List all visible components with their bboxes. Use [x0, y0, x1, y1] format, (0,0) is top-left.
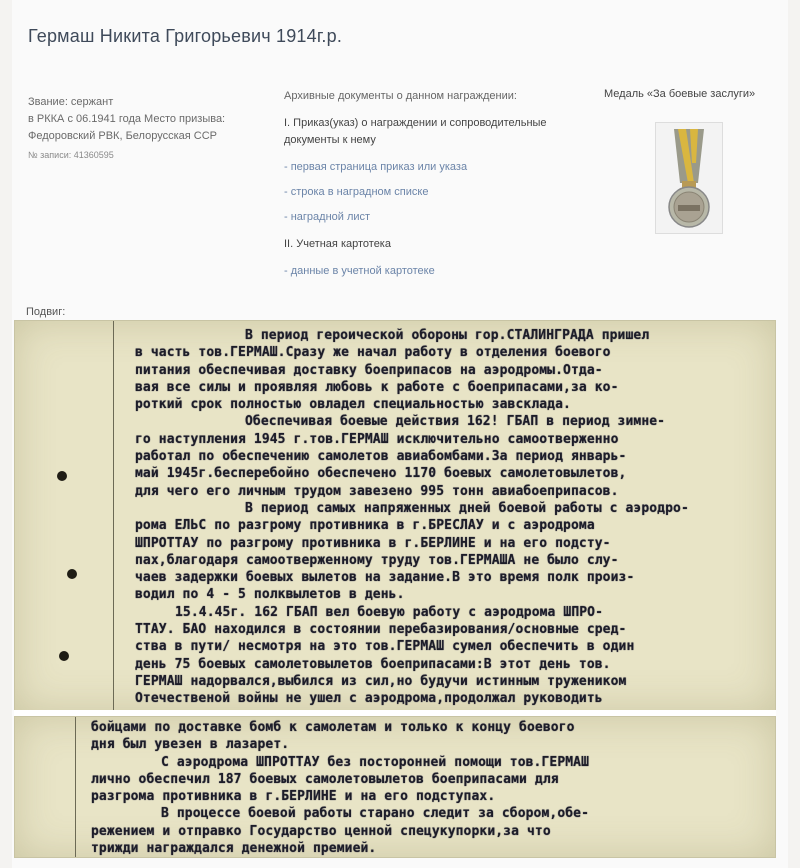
document-line: Обеспечивая боевые действия 162! ГБАП в период зимне- [245, 414, 666, 430]
page-title: Гермаш Никита Григорьевич 1914г.р. [28, 26, 343, 46]
document-line: разгрома противника в г.БЕРЛИНЕ и на его подступах. [91, 789, 496, 805]
margin-line [113, 321, 114, 711]
document-line: го наступления 1945 г.тов.ГЕРМАШ исключительно самоотверженно [135, 431, 619, 447]
medal-panel [604, 88, 784, 100]
medal-icon[interactable] [655, 122, 723, 234]
link-award-list-row[interactable]: - строка в наградном списке [284, 186, 429, 198]
link-order-first-page[interactable]: - первая страница приказ или указа [284, 161, 468, 173]
document-line: в часть тов.ГЕРМАШ.Сразу же начал работу в отделения боевого [135, 345, 611, 361]
award-document-scan-1 [14, 320, 776, 712]
rank-text: Звание: сержант [28, 96, 114, 108]
document-text [135, 327, 757, 708]
service-text-2: Федоровский РВК, Белорусская ССР [28, 130, 217, 142]
document-line: роткий срок полностью овладел специальностью завсклада. [135, 397, 571, 413]
document-text [91, 719, 757, 857]
document-line: май 1945г.бесперебойно обеспечено 1170 боевых самолетовылетов, [135, 466, 627, 482]
punch-hole [67, 569, 77, 579]
document-line: бойцами по доставке бомб к самолетам и только к концу боевого [91, 720, 575, 735]
document-line: ТТАУ. БАО находился в состоянии перебазирования/основные сред- [135, 622, 627, 638]
margin-line [75, 717, 76, 857]
archive-documents [284, 90, 594, 290]
document-line: режением и отправко Государство ценной спецукупорки,за что [91, 823, 551, 839]
document-line: день 75 боевых самолетовылетов боеприпасами:В этот день тов. [135, 656, 611, 672]
document-line: 15.4.45г. 162 ГБАП вел боевую работу с аэродрома ШПРО- [175, 604, 604, 620]
document-line: ства в пути/ несмотря на это тов.ГЕРМАШ сумел обеспечить в один [135, 639, 635, 655]
link-award-sheet[interactable]: - наградной лист [284, 211, 371, 223]
record-number: № записи: 41360595 [28, 150, 114, 160]
document-line: работал по обеспечению самолетов авиабомбами.За период январь- [135, 449, 627, 465]
soldier-info [28, 94, 268, 164]
document-line: рома ЕЛЬС по разгрому противника в г.БРЕСЛАУ и с аэродрома [135, 518, 595, 534]
archive-heading: Архивные документы о данном награждении: [284, 90, 517, 102]
document-line: В процессе боевой работы старано следит за сбором,обе- [161, 806, 590, 822]
punch-hole [59, 651, 69, 661]
document-line: С аэродрома ШПРОТТАУ без посторонней помощи тов.ГЕРМАШ [161, 754, 590, 770]
document-line: ГЕРМАШ надорвался,выбился из сил,но будучи истинным тружеником [135, 673, 627, 689]
document-line: питания обеспечивая доставку боеприпасов на аэродромы.Отда- [135, 362, 603, 378]
document-line: лично обеспечил 187 боевых самолетовылетов боеприпасами для [91, 771, 559, 787]
document-line: водил по 4 - 5 полквылетов в день. [135, 587, 405, 603]
punch-hole [57, 471, 67, 481]
document-line: дня был увезен в лазарет. [91, 737, 290, 753]
service-text-1: в РККА с 06.1941 года Место призыва: [28, 113, 226, 125]
document-line: ШПРОТТАУ по разгрому противника в г.БЕРЛИНЕ и на его подсту- [135, 535, 611, 551]
document-line: В период самых напряженных дней боевой работы с аэродро- [245, 500, 689, 516]
document-line: В период героической обороны гор.СТАЛИНГРАДА пришел [245, 328, 650, 343]
document-line: для чего его личным трудом завезено 995 тонн авиабоеприпасов. [135, 483, 619, 499]
medal-label: Медаль «За боевые заслуги» [604, 88, 756, 100]
document-line: вая все силы и проявляя любовь к работе с боеприпасами,за ко- [135, 379, 619, 395]
feat-label: Подвиг: [26, 306, 66, 318]
document-line: Отечественой войны не ушел с аэродрома,продолжал руководить [135, 691, 603, 707]
document-line: чаев задержки боевых вылетов на задание.В это время полк произ- [135, 570, 635, 586]
document-line: пах,благодаря самоотверженному труду тов.ГЕРМАША не было слу- [135, 552, 619, 568]
section-order: I. Приказ(указ) о награждении и сопроводительные документы к нему [284, 117, 547, 146]
section-card-index: II. Учетная картотека [284, 238, 391, 250]
link-card-data[interactable]: - данные в учетной картотеке [284, 265, 435, 277]
award-document-scan-2 [14, 716, 776, 858]
document-line: трижди награждался денежной премией. [91, 841, 377, 857]
